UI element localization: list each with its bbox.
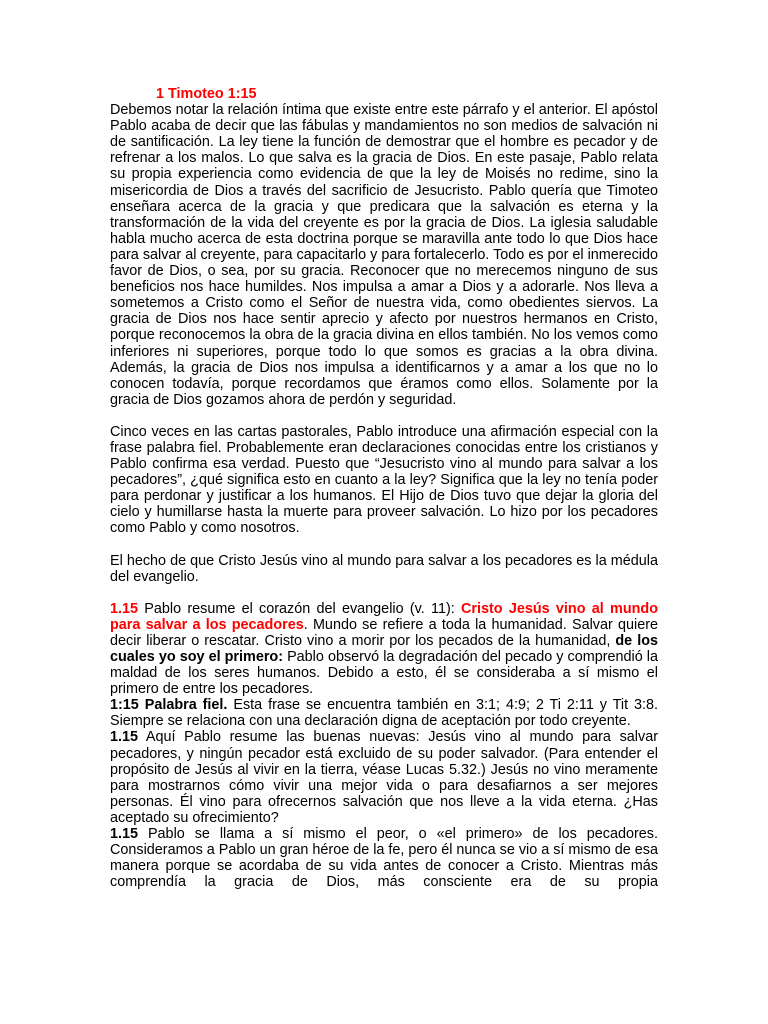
- paragraph-commentary-3: [110, 729, 658, 826]
- paragraph-intro: Debemos notar la relación íntima que existe entre este párrafo y el anterior. El apóstol Pablo acaba de decir que las fábulas y mandamientos no son medios de salvación ni de santificación. La ley tiene la función de demostrar que el hombre es pecador y de refrenar a los malos. Lo que salva es la gracia de Dios. En este pasaje, Pablo relata su propia experiencia como evidencia de que la ley de Moisés no redime, sino la misericordia de Dios a través del sacrificio de Jesucristo. Pablo quería que Timoteo enseñara acerca de la gracia y que predicara que la salvación es eterna y la transformación de la vida del creyente es por la gracia de Dios. La iglesia saludable habla mucho acerca de esta doctrina porque se maravilla ante todo lo que Dios hace para salvar al creyente, para capacitarlo y para fortalecerlo. Todo es por el inmerecido favor de Dios, o sea, por su gracia. Reconocer que no merecemos ninguno de sus beneficios nos hace humildes. Nos impulsa a amar a Dios y a adorarle. Nos lleva a sometemos a Cristo como el Señor de nuestra vida, como obedientes siervos. La gracia de Dios nos hace sentir aprecio y afecto por nuestros hermanos en Cristo, porque reconocemos la obra de la gracia divina en ellos también. No los vemos como inferiores ni superiores, porque todo lo que somos es gracias a la obra divina. Además, la gracia de Dios nos impulsa a identificarnos y a amar a los que no lo conocen todavía, porque recordamos que éramos como ellos. Solamente por la gracia de Dios gozamos ahora de perdón y seguridad.: [110, 102, 658, 408]
- highlighted-verse: Cristo Jesús vino al mundo para salvar a los pecadores: [110, 600, 658, 633]
- verse-reference: 1.15: [110, 600, 139, 617]
- verse-reference: 1.15: [110, 729, 139, 746]
- page-title: 1 Timoteo 1:15: [156, 86, 257, 102]
- commentary-text: Esta frase se encuentra también en 3:1; 4:9; 2 Ti 2:11 y Tit 3:8. Siempre se relaciona con una declaración digna de aceptación por todo creyente.: [110, 697, 659, 730]
- paragraph-commentary-1: [110, 601, 658, 698]
- commentary-text: Pablo se llama a sí mismo el peor, o «el primero» de los pecadores. Consideramos a Pablo un gran héroe de la fe, pero él nunca se vio a sí mismo de esa manera porque se acordaba de su vida antes de conocer a Cristo. Mientras más comprendía la gracia de Dios, más consciente era de su propia: [110, 826, 658, 891]
- commentary-text: Pablo observó la degradación del pecado y comprendió la maldad de los seres humanos. Debido a esto, él se consideraba a sí mismo el primero de entre los pecadores.: [110, 649, 658, 698]
- commentary-text: Aquí Pablo resume las buenas nuevas: Jesús vino al mundo para salvar pecadores, y ningún pecador está excluido de su poder salvador. (Para entender el propósito de Jesús al vivir en la tierra, véase Lucas 5.32.) Jesús no vino meramente para mostrarnos cómo vivir una mejor vida o para desafiarnos a ser mejores personas. Él vino para ofrecernos salvación que nos lleve a la vida eterna. ¿Has aceptado su ofrecimiento?: [110, 729, 658, 826]
- commentary-text: . Mundo se refiere a toda la humanidad. Salvar quiere decir liberar o rescatar. Cristo vino a morir por los pecados de la humanidad,: [110, 616, 658, 649]
- paragraph-commentary-2: [110, 697, 658, 729]
- paragraph-spacer: [110, 585, 658, 601]
- bold-verse: de los cuales yo soy el primero:: [110, 632, 658, 665]
- paragraph-spacer: [110, 408, 658, 424]
- commentary-text: Pablo resume el corazón del evangelio (v. 11):: [138, 600, 462, 617]
- document-page: [110, 86, 658, 890]
- verse-reference: 1:15 Palabra fiel.: [110, 697, 228, 714]
- paragraph-spacer: [110, 537, 658, 553]
- paragraph-medula: El hecho de que Cristo Jesús vino al mundo para salvar a los pecadores es la médula del evangelio.: [110, 552, 658, 585]
- verse-reference: 1.15: [110, 826, 139, 843]
- paragraph-palabra-fiel: Cinco veces en las cartas pastorales, Pablo introduce una afirmación especial con la frase palabra fiel. Probablemente eran declaraciones conocidas entre los cristianos y Pablo confirma esa verdad. Puesto que “Jesucristo vino al mundo para salvar a los pecadores”, ¿qué significa esto en cuanto a la ley? Significa que la ley no tenía poder para perdonar y justificar a los humanos. El Hijo de Dios tuvo que dejar la gloria del cielo y humillarse hasta la muerte para proveer salvación. Lo hizo por los pecadores como Pablo y como nosotros.: [110, 423, 658, 537]
- paragraph-commentary-4: [110, 826, 658, 890]
